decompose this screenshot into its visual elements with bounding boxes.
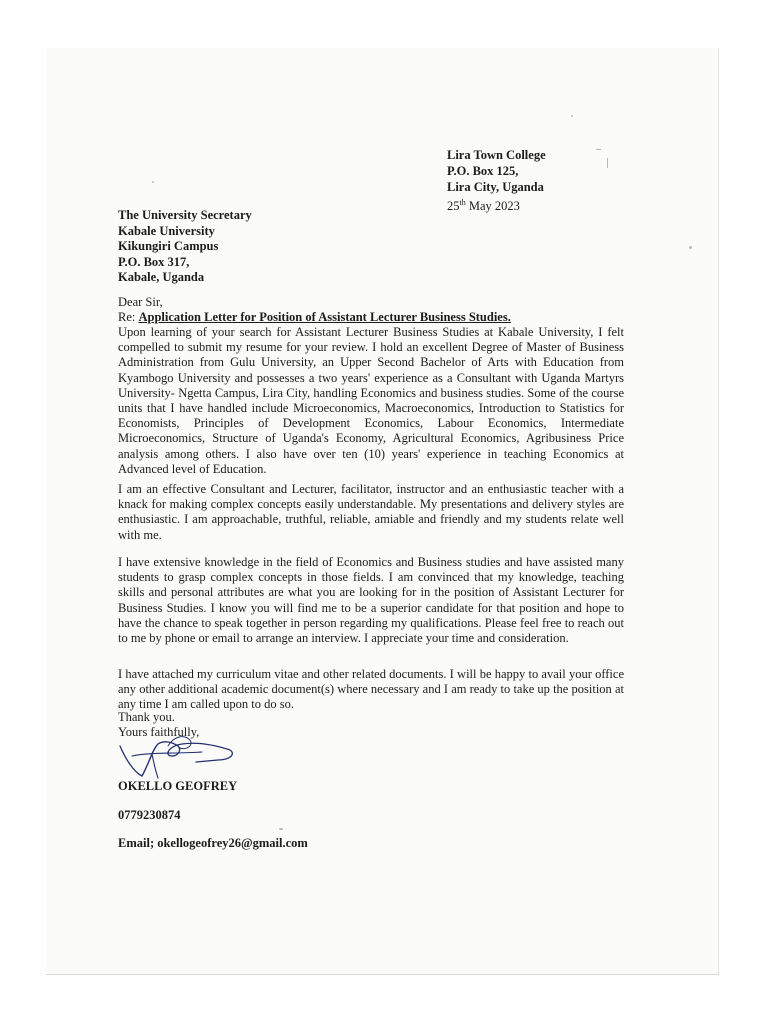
recipient-address: [118, 208, 252, 286]
sender-city: Lira City, Uganda: [447, 180, 544, 194]
recipient-line: P.O. Box 317,: [118, 254, 190, 269]
signer-email: Email; okellogeofrey26@gmail.com: [118, 836, 308, 850]
recipient-line: The University Secretary: [118, 208, 252, 222]
body-paragraph-4: I have attached my curriculum vitae and other related documents. I will be happy to avail your office any other additional academic document(s) where necessary and I am ready to take up the position at any time I am called upon to do so.: [118, 667, 624, 712]
handwritten-signature: [112, 726, 242, 782]
date-rest: May 2023: [465, 199, 520, 214]
recipient-line: Kabale University: [118, 223, 215, 238]
recipient-line: Kikungiri Campus: [118, 239, 219, 253]
sender-box: P.O. Box 125,: [447, 164, 519, 178]
scan-speck: [279, 828, 283, 830]
scan-speck: [571, 115, 573, 117]
date-suffix: th: [459, 198, 466, 207]
body-paragraph-2: I am an effective Consultant and Lecturer, facilitator, instructor and an enthusiastic teacher with a knack for making complex concepts easily understandable. My presentations and delivery styles are enthusiastic. I am approachable, truthful, reliable, amiable and friendly and my students relate well with me.: [118, 482, 624, 542]
recipient-line: Kabale, Uganda: [118, 270, 205, 284]
signer-name: OKELLO GEOFREY: [118, 779, 238, 793]
scan-speck: [596, 149, 601, 150]
subject-line: [118, 310, 624, 325]
letter-date: [447, 195, 546, 214]
salutation-block: [118, 295, 624, 325]
sender-name: Lira Town College: [447, 148, 546, 162]
scan-speck: [689, 246, 692, 249]
body-paragraph-1: Upon learning of your search for Assistant Lecturer Business Studies at Kabale University, I felt compelled to submit my resume for your review. I hold an excellent Degree of Master of Business Administration from Gulu University, an Upper Second Bachelor of Arts with Education from Kyambogo University and possesses a two years' experience as a Consultant with Uganda Martyrs University- Ngetta Campus, Lira City, handling Economics and business studies. Some of the course units that I have handled include Microeconomics, Macroeconomics, Introduction to Statistics for Economists, Principles of Development Economics, Labour Economics, Intermediate Microeconomics, Structure of Uganda's Economy, Agricultural Economics, Agribusiness Price analysis among others. I also have over ten (10) years' experience in teaching Economics at Advanced level of Education.: [118, 325, 624, 476]
sender-address: [447, 147, 546, 214]
subject-label: Re:: [118, 310, 139, 325]
date-day: 25: [447, 199, 460, 214]
closing-thanks: Thank you.: [118, 710, 175, 724]
scan-speck: [152, 181, 154, 183]
subject: Application Letter for Position of Assistant Lecturer Business Studies.: [138, 310, 511, 325]
scan-speck: [607, 158, 608, 168]
closing-signoff: Yours faithfully,: [118, 725, 200, 740]
signer-phone: 0779230874: [118, 808, 181, 822]
salutation: Dear Sir,: [118, 295, 163, 309]
body-paragraph-3: I have extensive knowledge in the field of Economics and Business studies and have assisted many students to grasp complex concepts in those fields. I am convinced that my knowledge, teaching skills and personal attributes are what you are looking for in the position of Assistant Lecturer for Business Studies. I know you will find me to be a superior candidate for that position and hope to have the chance to speak together in person regarding my qualifications. Please feel free to reach out to me by phone or email to arrange an interview. I appreciate your time and consideration.: [118, 555, 624, 646]
